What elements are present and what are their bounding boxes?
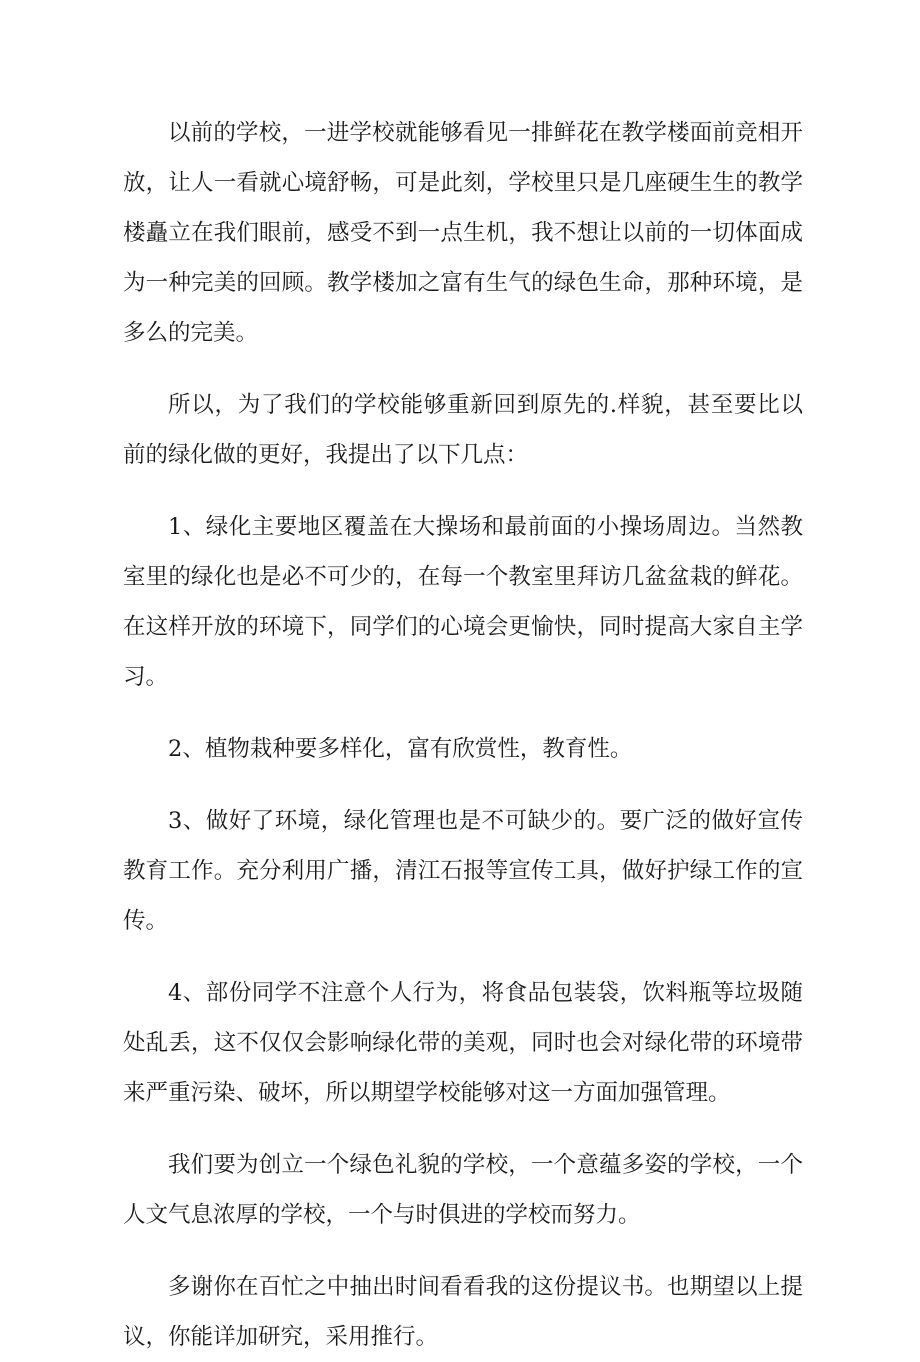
paragraph-intro-proposals: 所以，为了我们的学校能够重新回到原先的.样貌，甚至要比以前的绿化做的更好，我提出了以下几点： bbox=[123, 392, 803, 468]
paragraph-memory: 以前的学校，一进学校就能够看见一排鲜花在教学楼面前竞相开放，让人一看就心境舒畅，可是此刻，学校里只是几座硬生生的教学楼矗立在我们眼前，感受不到一点生机，我不想让以前的一切体面成为一种完美的回顾。教学楼加之富有生气的绿色生命，那种环境，是多么的完美。 bbox=[123, 120, 803, 346]
paragraph-proposal-3: 3、做好了环境，绿化管理也是不可缺少的。要广泛的做好宣传教育工作。充分利用广播，清江石报等宣传工具，做好护绿工作的宣传。 bbox=[123, 808, 803, 934]
paragraph-proposal-4: 4、部份同学不注意个人行为，将食品包装袋，饮料瓶等垃圾随处乱丢，这不仅仅会影响绿化带的美观，同时也会对绿化带的环境带来严重污染、破坏，所以期望学校能够对这一方面加强管理。 bbox=[123, 980, 803, 1106]
paragraph-thanks: 多谢你在百忙之中抽出时间看看我的这份提议书。也期望以上提议，你能详加研究，采用推行。 bbox=[123, 1274, 803, 1350]
paragraph-proposal-1: 1、绿化主要地区覆盖在大操场和最前面的小操场周边。当然教室里的绿化也是必不可少的，在每一个教室里拜访几盆盆栽的鲜花。在这样开放的环境下，同学们的心境会更愉快，同时提高大家自主学习。 bbox=[123, 514, 803, 690]
document-body bbox=[123, 108, 803, 1362]
paragraph-goal: 我们要为创立一个绿色礼貌的学校，一个意蕴多姿的学校，一个人文气息浓厚的学校，一个与时俱进的学校而努力。 bbox=[123, 1152, 803, 1228]
paragraph-proposal-2: 2、植物栽种要多样化，富有欣赏性，教育性。 bbox=[168, 736, 633, 762]
